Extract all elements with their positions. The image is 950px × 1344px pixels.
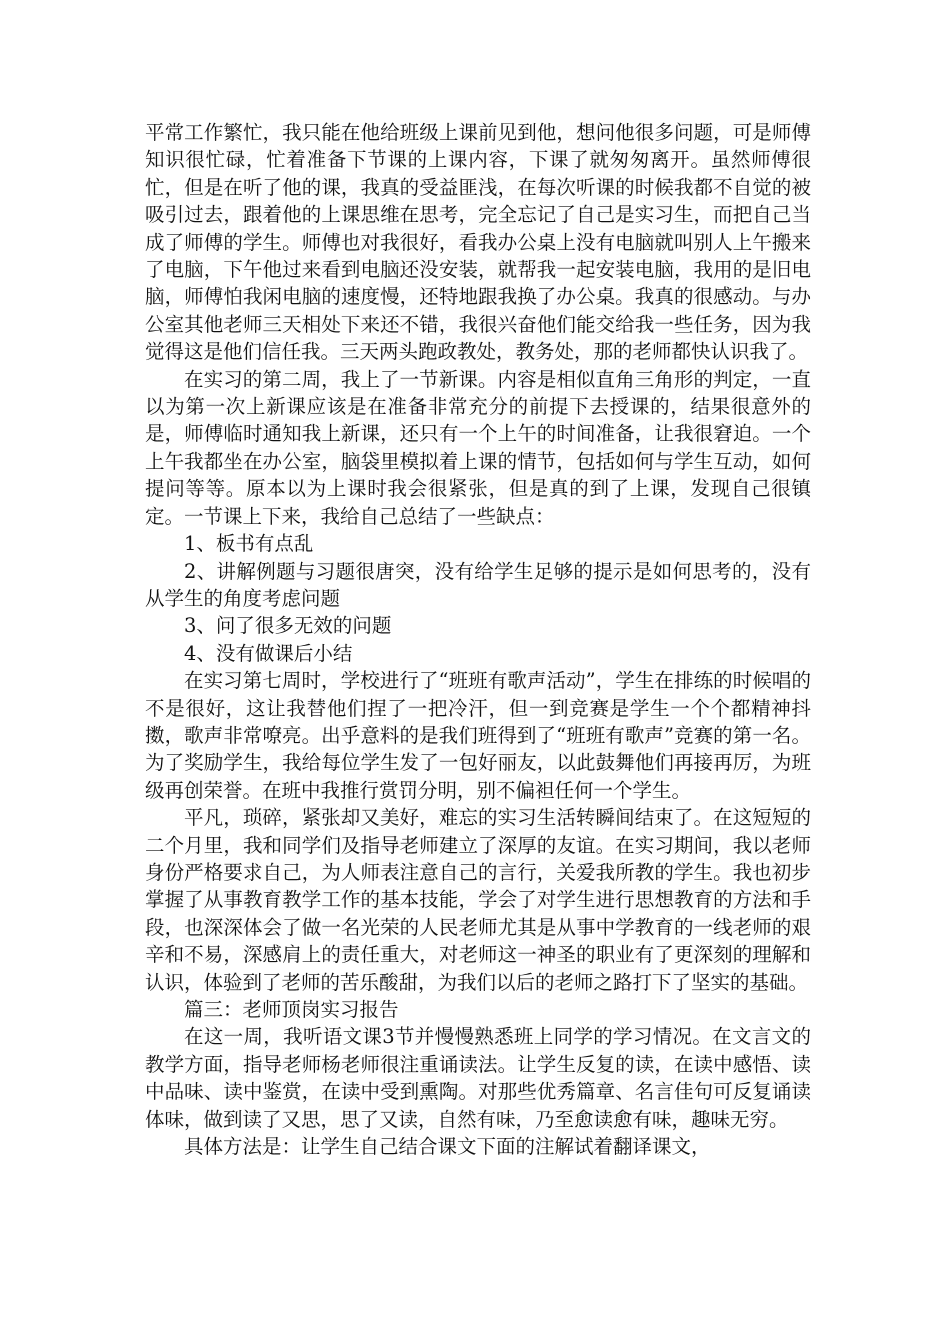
paragraph-week-report: 在这一周，我听语文课3节并慢慢熟悉班上同学的学习情况。在文言文的教学方面，指导老师杨老师很注重诵读法。让学生反复的读，在读中感悟、读中品味、读中鉴赏，在读中受到熏陶。对那些优秀篇章、名言佳句可反复诵读体味，做到读了又思，思了又读，自然有味，乃至愈读愈有味，趣味无穷。 (145, 1025, 811, 1131)
paragraph-seventh-week: 在实习第七周时，学校进行了“班班有歌声活动”，学生在排练的时候唱的不是很好，这让我替他们捏了一把冷汗，但一到竞赛是学生一个个都精神抖擞，歌声非常嘹亮。出乎意料的是我们班得到了“班班有歌声”竞赛的第一名。为了奖励学生，我给每位学生发了一包好丽友，以此鼓舞他们再接再厉，为班级再创荣誉。在班中我推行赏罚分明，别不偏袒任何一个学生。 (145, 669, 811, 802)
paragraph-method: 具体方法是：让学生自己结合课文下面的注解试着翻译课文， (184, 1135, 711, 1159)
list-item: 4、没有做课后小结 (184, 641, 353, 665)
paragraph-intro: 平常工作繁忙，我只能在他给班级上课前见到他，想问他很多问题，可是师傅知识很忙碌，忙着准备下节课的上课内容，下课了就匆匆离开。虽然师傅很忙，但是在听了他的课，我真的受益匪浅，在每次听课的时候我都不自觉的被吸引过去，跟着他的上课思维在思考，完全忘记了自己是实习生，而把自己当成了师傅的学生。师傅也对我很好，看我办公桌上没有电脑就叫别人上午搬来了电脑，下午他过来看到电脑还没安装，就帮我一起安装电脑，我用的是旧电脑，师傅怕我闲电脑的速度慢，还特地跟我换了办公桌。我真的很感动。与办公室其他老师三天相处下来还不错，我很兴奋他们能交给我一些任务，因为我觉得这是他们信任我。三天两头跑政教处，教务处，那的老师都快认识我了。 (145, 121, 811, 364)
list-item: 2、讲解例题与习题很唐突，没有给学生足够的提示是如何思考的，没有从学生的角度考虑问题 (145, 559, 811, 610)
paragraph-second-week: 在实习的第二周，我上了一节新课。内容是相似直角三角形的判定，一直以为第一次上新课应该是在准备非常充分的前提下去授课的，结果很意外的是，师傅临时通知我上新课，还只有一个上午的时间准备，让我很窘迫。一个上午我都坐在办公室，脑袋里模拟着上课的情节，包括如何与学生互动，如何提问等等。原本以为上课时我会很紧张，但是真的到了上课，发现自己很镇定。一节课上下来，我给自己总结了一些缺点： (145, 367, 811, 528)
document-page (145, 119, 811, 1160)
section-heading: 篇三：老师顶岗实习报告 (184, 998, 399, 1021)
list-item: 1、板书有点乱 (184, 532, 314, 556)
list-item: 3、问了很多无效的问题 (184, 614, 392, 638)
paragraph-summary: 平凡，琐碎，紧张却又美好，难忘的实习生活转瞬间结束了。在这短短的二个月里，我和同学们及指导老师建立了深厚的友谊。在实习期间，我以老师身份严格要求自己，为人师表注意自己的言行，关爱我所教的学生。我也初步掌握了从事教育教学工作的基本技能，学会了对学生进行思想教育的方法和手段，也深深体会了做一名光荣的人民老师尤其是从事中学教育的一线老师的艰辛和不易，深感肩上的责任重大，对老师这一神圣的职业有了更深刻的理解和认识，体验到了老师的苦乐酸甜，为我们以后的老师之路打下了坚实的基础。 (145, 806, 811, 994)
